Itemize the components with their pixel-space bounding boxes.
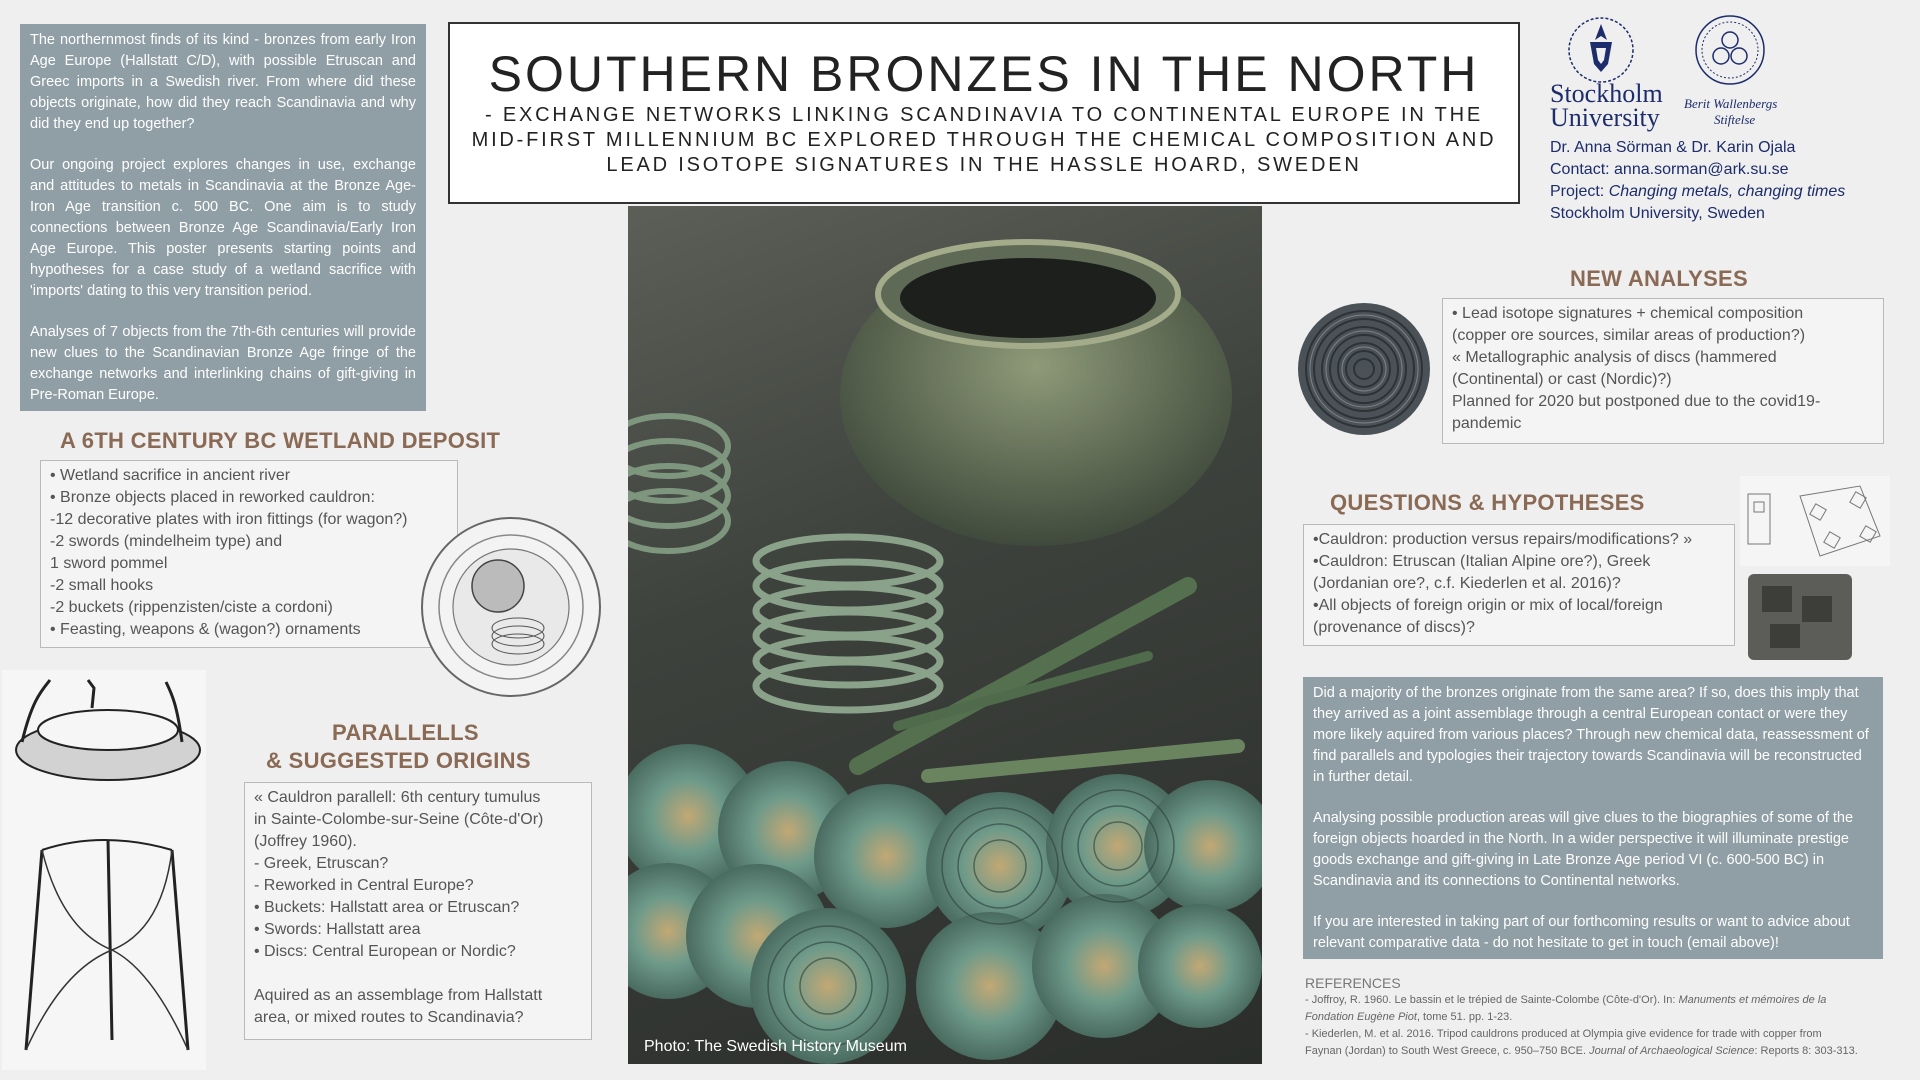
project-line	[1550, 181, 1910, 203]
parallels-heading-line-2: & SUGGESTED ORIGINS	[266, 748, 531, 773]
intro-box	[20, 24, 426, 411]
parallels-item: in Sainte-Colombe-sur-Seine (Côte-d'Or)	[254, 811, 544, 828]
cauldron-and-tripod-drawing	[2, 670, 206, 1070]
poster-subtitle-line-1: - EXCHANGE NETWORKS LINKING SCANDINAVIA TO CONTINENTAL EUROPE IN THE	[485, 104, 1483, 126]
parallels-note-line-1: Aquired as an assemblage from Hallstatt	[254, 987, 543, 1004]
su-wordmark-line-2: University	[1550, 103, 1660, 132]
authors: Dr. Anna Sörman & Dr. Karin Ojala	[1550, 139, 1796, 156]
stockholm-university-logo	[1546, 12, 1676, 132]
decorative-plate-photo	[1748, 574, 1852, 660]
questions-box	[1303, 524, 1735, 646]
discussion-paragraph-3: If you are interested in taking part of our forthcoming results or want to advice about relevant comparative data - do not hesitate to get in touch (email above)!	[1313, 914, 1850, 951]
contact-email[interactable]: Contact: anna.sorman@ark.su.se	[1550, 161, 1789, 178]
parallels-item: « Cauldron parallell: 6th century tumulus	[254, 789, 541, 806]
questions-item: •Cauldron: production versus repairs/modifications? »	[1313, 531, 1693, 548]
new-analyses-item: Planned for 2020 but postponed due to the covid19-	[1452, 393, 1821, 410]
discussion-paragraph-1: Did a majority of the bronzes originate from the same area? If so, does this imply that they arrived as a joint assemblage through a central European contact or were they more likely aquired from various places? Through new chemical data, reassessment of find parallels and typologies their trajectory towards Scandinavia will be reconstructed in further detail.	[1313, 685, 1869, 785]
parallels-item: • Buckets: Hallstatt area or Etruscan?	[254, 899, 520, 916]
deposit-heading: A 6TH CENTURY BC WETLAND DEPOSIT	[60, 428, 501, 453]
parallels-list-box	[244, 782, 592, 1040]
deposit-item: -2 buckets (rippenzisten/ciste a cordoni)	[50, 599, 333, 616]
reference-2: - Kiederlen, M. et al. 2016. Tripod cauldrons produced at Olympia give evidence for trade with copper from	[1305, 1028, 1822, 1040]
reference-1: - Joffroy, R. 1960. Le bassin et le trépied de Sainte-Colombe (Côte-d'Or). In: Manuments et mémoires de la	[1305, 994, 1827, 1006]
new-analyses-item: « Metallographic analysis of discs (hammered	[1452, 349, 1777, 366]
references-heading: REFERENCES	[1305, 975, 1401, 991]
questions-item: (provenance of discs)?	[1313, 619, 1475, 636]
deposit-item: -2 small hooks	[50, 577, 154, 594]
hoard-photo	[628, 206, 1262, 1064]
parallels-item: • Swords: Hallstatt area	[254, 921, 421, 938]
new-analyses-heading: NEW ANALYSES	[1570, 266, 1748, 291]
photo-caption: Photo: The Swedish History Museum	[644, 1038, 907, 1055]
deposit-list-box	[40, 460, 458, 648]
reference-1-cont: Fondation Eugène Piot, tome 51. pp. 1-23.	[1305, 1011, 1513, 1023]
poster-subtitle-line-2: MID-FIRST MILLENNIUM BC EXPLORED THROUGH THE CHEMICAL COMPOSITION AND	[471, 129, 1497, 151]
project-title: Changing metals, changing times	[1608, 183, 1846, 200]
wallenberg-wordmark-line-1: Berit Wallenbergs	[1684, 96, 1778, 111]
poster-subtitle-line-3: LEAD ISOTOPE SIGNATURES IN THE HASSLE HOARD, SWEDEN	[606, 154, 1362, 176]
intro-paragraph-2: Our ongoing project explores changes in use, exchange and attitudes to metals in Scandinavia at the Bronze Age-Iron Age transition c. 500 BC. One aim is to study connections between Bronze Age Scandinavia/Early Iron Age Europe. This poster presents starting points and hypotheses for a case study of a wetland sacrifice with 'imports' dating to this very transition period.	[30, 157, 416, 299]
questions-heading: QUESTIONS & HYPOTHESES	[1330, 490, 1645, 515]
new-analyses-item: (copper ore sources, similar areas of production?)	[1452, 327, 1806, 344]
parallels-note-line-2: area, or mixed routes to Scandinavia?	[254, 1009, 524, 1026]
deposit-item: -2 swords (mindelheim type) and	[50, 533, 283, 550]
poster-title: SOUTHERN BRONZES IN THE NORTH	[488, 46, 1480, 102]
university-seal-icon	[1556, 12, 1646, 88]
project-label: Project:	[1550, 183, 1609, 200]
new-analyses-item: pandemic	[1452, 415, 1522, 432]
parallels-item: - Reworked in Central Europe?	[254, 877, 474, 894]
deposit-item: 1 sword pommel	[50, 555, 168, 572]
fitting-drawing	[1740, 476, 1890, 566]
new-analyses-item: • Lead isotope signatures + chemical composition	[1452, 305, 1804, 322]
title-box	[448, 22, 1520, 204]
parallels-item: (Joffrey 1960).	[254, 833, 357, 850]
affiliation: Stockholm University, Sweden	[1550, 205, 1765, 222]
deposit-item: -12 decorative plates with iron fittings (for wagon?)	[50, 511, 408, 528]
references-block	[1305, 975, 1905, 1060]
foundation-emblem-icon	[1690, 12, 1770, 88]
parallels-item: - Greek, Etruscan?	[254, 855, 389, 872]
questions-item: •Cauldron: Etruscan (Italian Alpine ore?), Greek	[1313, 553, 1651, 570]
reference-2-cont: Faynan (Jordan) to South West Greece, c. 950–750 BCE. Journal of Archaeological Science: Reports 8: 303-313.	[1305, 1045, 1858, 1057]
new-analyses-item: (Continental) or cast (Nordic)?)	[1452, 371, 1672, 388]
parallels-item: • Discs: Central European or Nordic?	[254, 943, 516, 960]
questions-item: •All objects of foreign origin or mix of local/foreign	[1313, 597, 1663, 614]
cauldron-drawing	[420, 516, 602, 698]
discussion-box	[1303, 677, 1883, 959]
intro-paragraph-1: The northernmost finds of its kind - bronzes from early Iron Age Europe (Hallstatt C/D), with possible Etruscan and Greec imports in a Swedish river. From where did these objects originate, how did they reach Scandinavia and why did they end up together?	[30, 32, 416, 132]
contact-block	[1550, 137, 1910, 225]
new-analyses-box	[1442, 298, 1884, 444]
intro-paragraph-3: Analyses of 7 objects from the 7th-6th centuries will provide new clues to the Scandinavian Bronze Age fringe of the exchange networks and interlinking chains of gift-giving in Pre-Roman Europe.	[30, 324, 416, 403]
discussion-paragraph-2: Analysing possible production areas will give clues to the biographies of some of the foreign objects hoarded in the North. In a wider perspective it will illuminate prestige goods exchange and gift-giving in Late Bronze Age period VI (c. 600-500 BC) in Scandinavia and its connections to Continental networks.	[1313, 810, 1854, 889]
wallenberg-logo	[1680, 12, 1790, 132]
deposit-item: • Wetland sacrifice in ancient river	[50, 467, 291, 484]
parallels-heading-line-1: PARALLELLS	[332, 720, 479, 745]
wallenberg-wordmark-line-2: Stiftelse	[1714, 112, 1756, 127]
questions-item: (Jordanian ore?, c.f. Kiederlen et al. 2016)?	[1313, 575, 1621, 592]
deposit-item: • Feasting, weapons & (wagon?) ornaments	[50, 621, 361, 638]
su-wordmark-line-1: Stockholm	[1550, 79, 1663, 108]
deposit-item: • Bronze objects placed in reworked cauldron:	[50, 489, 375, 506]
bronze-disc-image	[1297, 302, 1431, 436]
